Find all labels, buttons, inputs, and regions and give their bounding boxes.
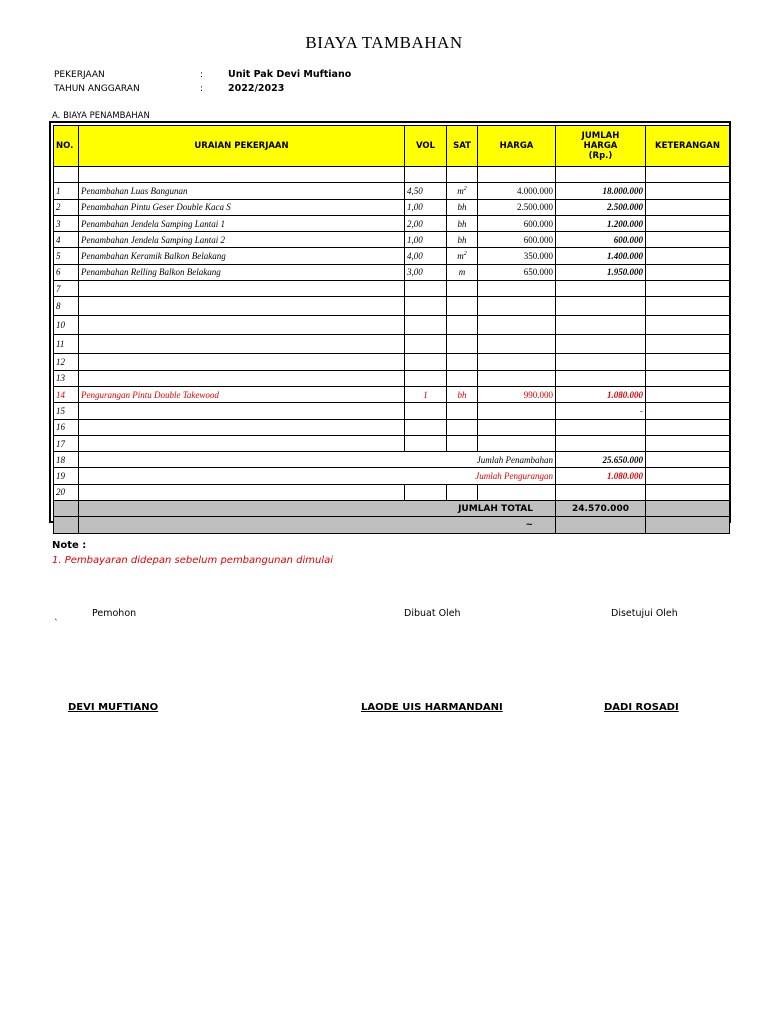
row-uraian: Penambahan Pintu Geser Double Kaca S — [79, 199, 405, 215]
row-keterangan — [646, 248, 730, 264]
table-row — [54, 183, 730, 199]
sum-penambahan-label: Jumlah Penambahan — [79, 452, 556, 468]
row-jumlah: 1.950.000 — [556, 264, 646, 280]
row-no: 12 — [54, 354, 79, 370]
dibuat-name: LAODE UIS HARMANDANI — [361, 702, 503, 713]
row-keterangan — [646, 215, 730, 231]
tahun-label: TAHUN ANGGARAN — [54, 84, 140, 94]
header-row — [54, 126, 730, 167]
header-sat: SAT — [447, 126, 478, 167]
row-no: 7 — [54, 281, 79, 297]
row-harga: 4.000.000 — [478, 183, 556, 199]
row-no: 18 — [54, 452, 79, 468]
table-row — [54, 435, 730, 451]
header-jumlah-3: (Rp.) — [588, 151, 613, 161]
row-keterangan — [646, 232, 730, 248]
header-keterangan: KETERANGAN — [646, 126, 730, 167]
document-title: BIAYA TAMBAHAN — [305, 33, 463, 52]
row-jumlah: 1.200.000 — [556, 215, 646, 231]
table-row — [54, 335, 730, 354]
row-vol: 3,00 — [405, 264, 447, 280]
row-harga: 650.000 — [478, 264, 556, 280]
pemohon-role: Pemohon — [92, 608, 137, 619]
row-harga: 600.000 — [478, 232, 556, 248]
row-uraian: Penambahan Keramik Balkon Belakang — [79, 248, 405, 264]
row-harga: 2.500.000 — [478, 199, 556, 215]
row-no: 11 — [54, 335, 79, 354]
sat-superscript: 2 — [463, 251, 467, 258]
sat-text: m — [457, 185, 464, 196]
row-jumlah: 600.000 — [556, 232, 646, 248]
total-row — [54, 501, 730, 517]
row-jumlah: 2.500.000 — [556, 199, 646, 215]
row-sat: bh — [447, 199, 478, 215]
row-vol: 2,00 — [405, 215, 447, 231]
cost-table — [53, 125, 730, 534]
row-no: 15 — [54, 403, 79, 419]
row-no: 8 — [54, 297, 79, 316]
row-no: 19 — [54, 468, 79, 484]
stray-tick: ` — [54, 619, 59, 629]
pemohon-name: DEVI MUFTIANO — [68, 702, 159, 713]
row-vol: 1 — [405, 386, 447, 402]
sum-pengurangan-label: Jumlah Pengurangan — [79, 468, 556, 484]
row-vol: 1,00 — [405, 232, 447, 248]
row-vol: 4,50 — [405, 183, 447, 199]
note-title: Note : — [52, 540, 87, 551]
table-row — [54, 264, 730, 280]
table-row — [54, 199, 730, 215]
cost-table-frame — [49, 121, 731, 530]
tilde-row — [54, 517, 730, 533]
colon: : — [200, 70, 204, 80]
total-value: 24.570.000 — [556, 501, 646, 517]
row-sat — [447, 183, 478, 199]
sat-text: m — [457, 251, 464, 262]
row-no: 16 — [54, 419, 79, 435]
tilde-mark: ~ — [79, 517, 556, 533]
spacer-row — [54, 167, 730, 183]
header-jumlah-1: JUMLAH — [581, 131, 620, 141]
dibuat-role: Dibuat Oleh — [404, 608, 461, 619]
row-no: 17 — [54, 435, 79, 451]
row-sat: m — [447, 264, 478, 280]
total-label: JUMLAH TOTAL — [79, 501, 556, 517]
table-row — [54, 484, 730, 500]
section-heading: A. BIAYA PENAMBAHAN — [52, 111, 150, 121]
row-no: 20 — [54, 484, 79, 500]
pekerjaan-value: Unit Pak Devi Muftiano — [228, 69, 352, 80]
sum-pengurangan-row — [54, 468, 730, 484]
tahun-value: 2022/2023 — [228, 83, 285, 94]
table-row — [54, 232, 730, 248]
header-vol: VOL — [405, 126, 447, 167]
meta-tahun — [54, 83, 284, 94]
table-row — [54, 248, 730, 264]
header-harga: HARGA — [478, 126, 556, 167]
row-no: 5 — [54, 248, 79, 264]
disetujui-role: Disetujui Oleh — [611, 608, 678, 619]
row-jumlah: 1.400.000 — [556, 248, 646, 264]
row-jumlah: - — [556, 403, 646, 419]
disetujui-name: DADI ROSADI — [604, 702, 679, 713]
sum-penambahan-value: 25.650.000 — [556, 452, 646, 468]
row-no: 6 — [54, 264, 79, 280]
header-uraian: URAIAN PEKERJAAN — [79, 126, 405, 167]
row-uraian: Penambahan Jendela Samping Lantai 1 — [79, 215, 405, 231]
row-no: 2 — [54, 199, 79, 215]
row-jumlah: 1.080.000 — [556, 386, 646, 402]
row-vol: 4,00 — [405, 248, 447, 264]
row-no: 3 — [54, 215, 79, 231]
row-no: 4 — [54, 232, 79, 248]
row-sat: bh — [447, 232, 478, 248]
row-uraian: Pengurangan Pintu Double Takewood — [79, 386, 405, 402]
table-row — [54, 354, 730, 370]
row-no: 13 — [54, 370, 79, 386]
sum-pengurangan-value: 1.080.000 — [556, 468, 646, 484]
sum-penambahan-row — [54, 452, 730, 468]
table-row — [54, 419, 730, 435]
table-row — [54, 281, 730, 297]
row-no: 14 — [54, 386, 79, 402]
header-no: NO. — [54, 126, 79, 167]
row-uraian: Penambahan Luas Bangunan — [79, 183, 405, 199]
table-row — [54, 403, 730, 419]
reduction-row — [54, 386, 730, 402]
row-harga: 990.000 — [478, 386, 556, 402]
row-no: 1 — [54, 183, 79, 199]
row-vol: 1,00 — [405, 199, 447, 215]
note-text: 1. Pembayaran didepan sebelum pembangunan dimulai — [52, 555, 334, 566]
row-no: 10 — [54, 316, 79, 335]
row-keterangan — [646, 386, 730, 402]
colon: : — [200, 84, 204, 94]
row-keterangan — [646, 183, 730, 199]
row-uraian: Penambahan Jendela Samping Lantai 2 — [79, 232, 405, 248]
header-jumlah-2: HARGA — [583, 141, 618, 151]
row-sat: bh — [447, 215, 478, 231]
meta-pekerjaan — [54, 69, 351, 80]
row-uraian: Penambahan Relling Balkon Belakang — [79, 264, 405, 280]
table-row — [54, 370, 730, 386]
table-row — [54, 215, 730, 231]
row-jumlah: 18.000.000 — [556, 183, 646, 199]
row-harga: 350.000 — [478, 248, 556, 264]
header-jumlah — [556, 126, 646, 167]
table-row — [54, 316, 730, 335]
table-row — [54, 297, 730, 316]
row-harga: 600.000 — [478, 215, 556, 231]
row-keterangan — [646, 264, 730, 280]
row-sat: bh — [447, 386, 478, 402]
pekerjaan-label: PEKERJAAN — [54, 70, 105, 80]
row-keterangan — [646, 199, 730, 215]
sat-superscript: 2 — [463, 185, 467, 192]
row-sat — [447, 248, 478, 264]
